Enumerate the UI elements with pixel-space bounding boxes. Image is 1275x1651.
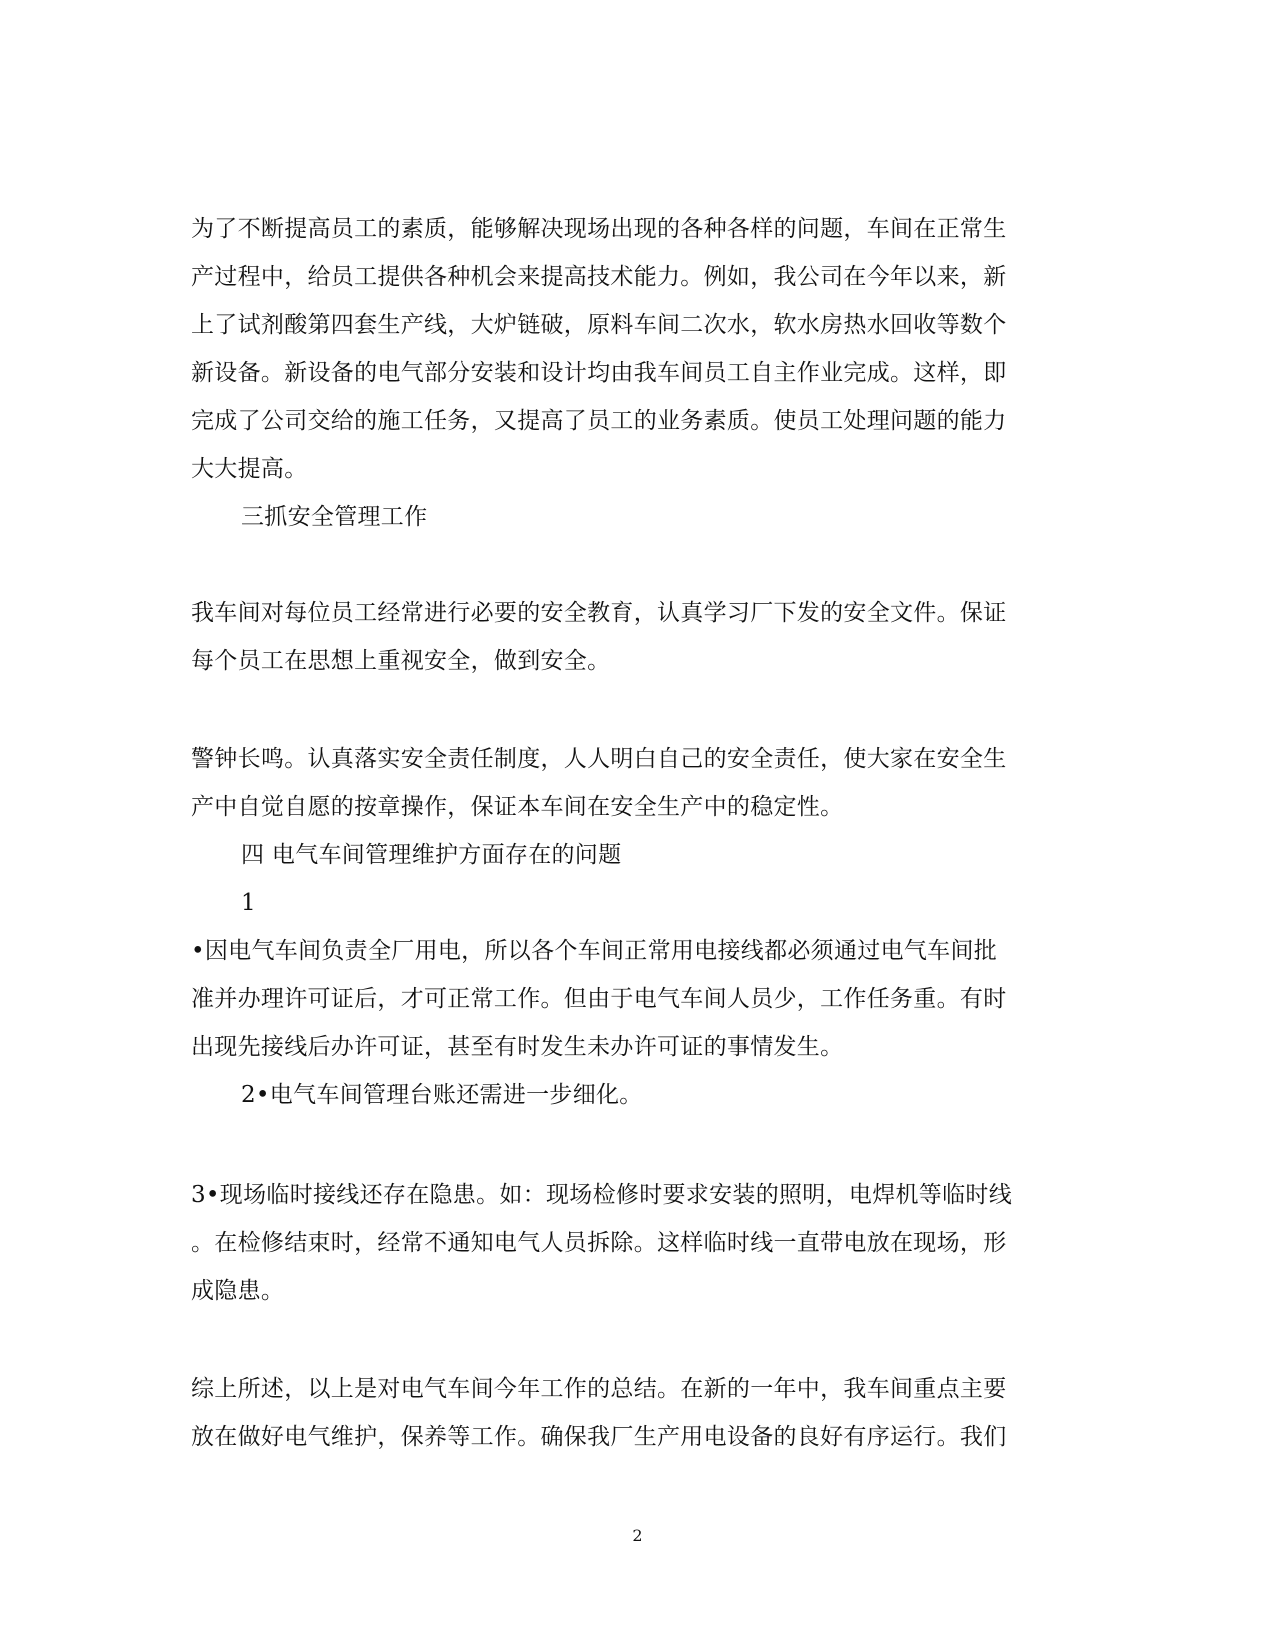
page-number: 2: [632, 1526, 643, 1545]
paragraph-line: 产中自觉自愿的按章操作，保证本车间在安全生产中的稳定性。: [191, 794, 844, 820]
paragraph-line: 新设备。新设备的电气部分安装和设计均由我车间员工自主作业完成。这样，即: [191, 360, 1007, 386]
paragraph-line: 完成了公司交给的施工任务，又提高了员工的业务素质。使员工处理问题的能力: [191, 408, 1007, 434]
paragraph-line: 出现先接线后办许可证，甚至有时发生未办许可证的事情发生。: [191, 1034, 844, 1060]
paragraph-line: 大大提高。: [191, 456, 308, 482]
list-number: 1: [241, 890, 256, 916]
paragraph-line: 放在做好电气维护，保养等工作。确保我厂生产用电设备的良好有序运行。我们: [191, 1424, 1007, 1450]
list-item: 2•电气车间管理台账还需进一步细化。: [241, 1082, 643, 1108]
paragraph-line: 警钟长鸣。认真落实安全责任制度，人人明白自己的安全责任，使大家在安全生: [191, 746, 1007, 772]
paragraph-line: 。在检修结束时，经常不通知电气人员拆除。这样临时线一直带电放在现场，形: [191, 1230, 1007, 1256]
paragraph-line: 成隐患。: [191, 1278, 285, 1304]
list-item: 3•现场临时接线还存在隐患。如：现场检修时要求安装的照明，电焊机等临时线: [191, 1182, 1012, 1208]
section-heading: 四 电气车间管理维护方面存在的问题: [241, 842, 622, 868]
paragraph-line: 每个员工在思想上重视安全，做到安全。: [191, 648, 611, 674]
paragraph-line: 我车间对每位员工经常进行必要的安全教育，认真学习厂下发的安全文件。保证: [191, 600, 1007, 626]
paragraph-line: 产过程中，给员工提供各种机会来提高技术能力。例如，我公司在今年以来，新: [191, 264, 1007, 290]
paragraph-line: 综上所述，以上是对电气车间今年工作的总结。在新的一年中，我车间重点主要: [191, 1376, 1007, 1402]
paragraph-line: •因电气车间负责全厂用电，所以各个车间正常用电接线都必须通过电气车间批: [191, 938, 998, 964]
section-heading: 三抓安全管理工作: [241, 504, 428, 530]
paragraph-line: 上了试剂酸第四套生产线，大炉链破，原料车间二次水，软水房热水回收等数个: [191, 312, 1007, 338]
paragraph-line: 为了不断提高员工的素质，能够解决现场出现的各种各样的问题，车间在正常生: [191, 216, 1007, 242]
paragraph-line: 准并办理许可证后，才可正常工作。但由于电气车间人员少，工作任务重。有时: [191, 986, 1007, 1012]
